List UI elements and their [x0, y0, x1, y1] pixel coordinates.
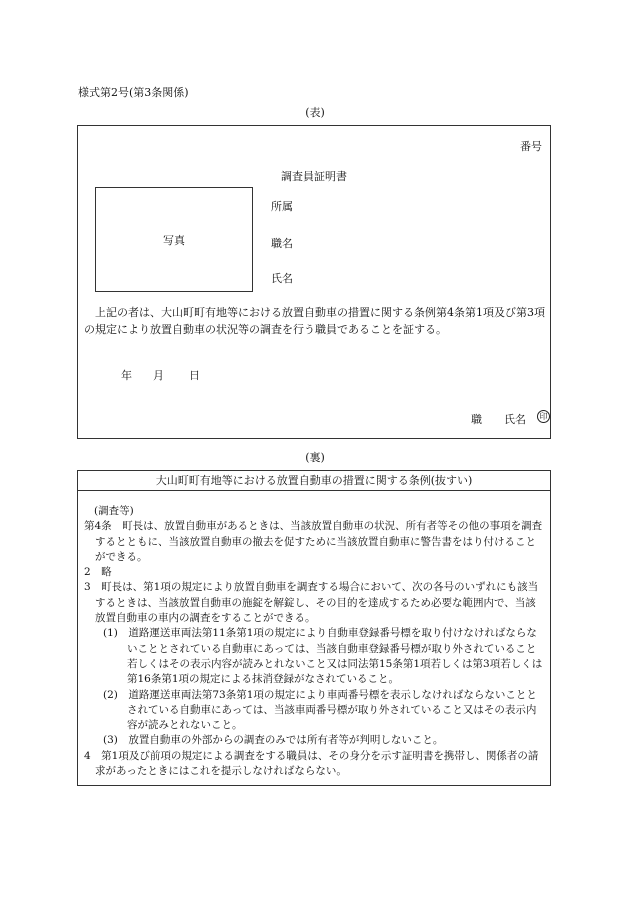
- back-side-label: (裏): [305, 451, 325, 464]
- date-year: 年: [121, 369, 132, 382]
- certificate-statement-text: 上記の者は、大山町町有地等における放置自動車の措置に関する条例第4条第1項及び第3項の規定により放置自動車の状況等の調査を行う職員であることを証する。: [84, 306, 545, 336]
- ordinance-heading: (調査等): [94, 505, 134, 517]
- item-3: (3) 放置自動車の外部からの調査のみでは所有者等が判明しないこと。: [103, 734, 444, 747]
- paragraph-3: 3 町長は、第1項の規定により放置自動車を調査する場合において、次の各号のいずれにも該当するときは、当該放置自動車の施錠を解錠し、その目的を達成するため必要な範囲内で、当該放置自動車の車内の調査をすることができる。: [84, 581, 539, 625]
- certificate-back: [77, 470, 551, 786]
- name-label: 氏名: [271, 272, 293, 285]
- front-side-label: (表): [305, 106, 325, 119]
- seal-text: 印: [539, 411, 548, 421]
- certificate-title: 調査員証明書: [281, 170, 347, 183]
- date-month: 月: [153, 369, 164, 382]
- form-number: 様式第2号(第3条関係): [78, 86, 189, 99]
- paragraph-2: 2 略: [84, 566, 112, 579]
- paragraph-4: 4 第1項及び前項の規定による調査をする職員は、その身分を示す証明書を携帯し、関係者の請求があったときにはこれを提示しなければならない。: [84, 749, 539, 778]
- ordinance-excerpt: [84, 504, 546, 779]
- certificate-statement: [84, 304, 546, 338]
- seal-mark: [537, 410, 550, 423]
- ordinance-title: 大山町町有地等における放置自動車の措置に関する条例(抜すい): [78, 471, 550, 491]
- affiliation-label: 所属: [271, 200, 293, 213]
- item-2: (2) 道路運送車両法第73条第1項の規定により車両番号標を表示しなければならないこととされている自動車にあっては、当該車両番号標が取り外されていること又はその表示内容が読みとれないこと。: [103, 688, 537, 732]
- number-label: 番号: [520, 140, 542, 153]
- article-4: 第4条 町長は、放置自動車があるときは、当該放置自動車の状況、所有者等その他の事項を調査するとともに、当該放置自動車の撤去を促すために当該放置自動車に警告書をはり付けることができる。: [84, 520, 543, 563]
- position-label: 職名: [271, 237, 293, 250]
- signer-name: 氏名: [504, 413, 526, 426]
- photo-label: 写真: [163, 233, 185, 247]
- photo-area: [95, 187, 253, 292]
- date-day: 日: [189, 369, 200, 382]
- item-1: (1) 道路運送車両法第11条第1項の規定により自動車登録番号標を取り付けなければならないこととされている自動車にあっては、当該自動車登録番号標が取り外されていること若しくはその表示内容が読みとれないこと又は同法第15条第1項若しくは第3項若しくは第16条第1項の規定による抹消登録がなされていること。: [103, 627, 543, 686]
- certificate-front: [77, 125, 551, 439]
- signer-position: 職: [471, 413, 482, 426]
